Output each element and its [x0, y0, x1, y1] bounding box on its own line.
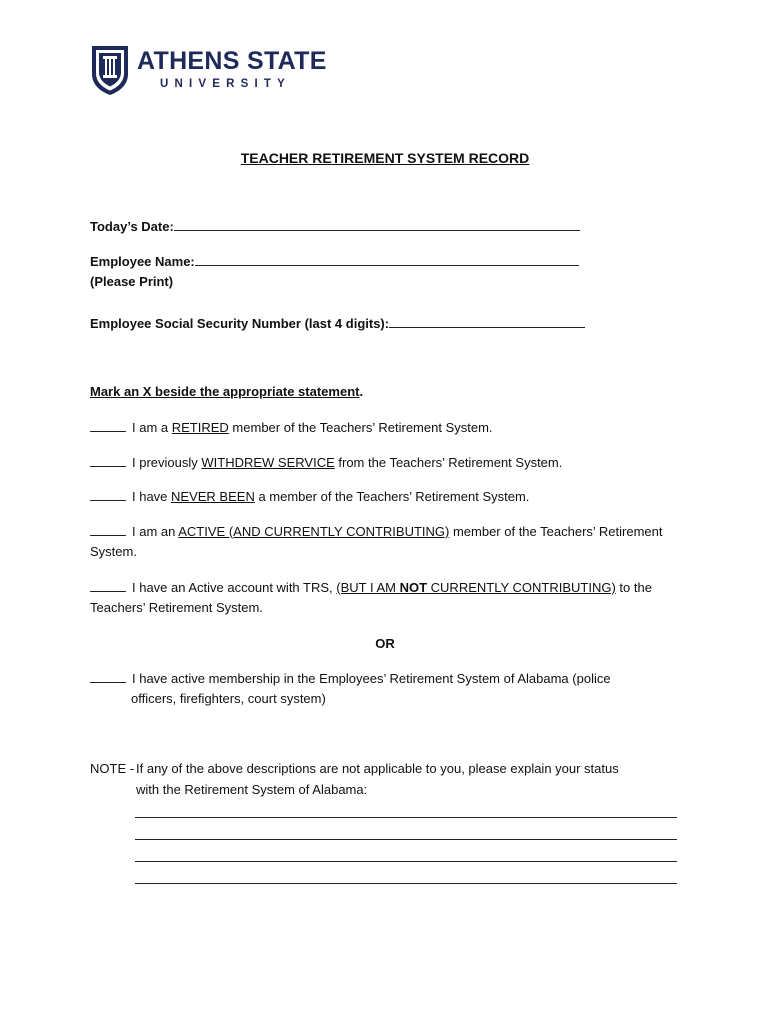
option-withdrew — [90, 454, 562, 470]
option-text: member of the Teachers’ Retirement System. — [228, 420, 493, 435]
option-retired — [90, 419, 493, 435]
university-logo — [90, 44, 327, 96]
logo-subtitle: UNIVERSITY — [160, 78, 292, 90]
note-answer-line[interactable] — [135, 861, 677, 862]
option-emphasis: NEVER BEEN — [171, 489, 255, 504]
name-input-line[interactable] — [195, 253, 579, 266]
option-ers-mark[interactable] — [90, 670, 126, 683]
date-label: Today’s Date: — [90, 219, 174, 234]
option-active-account-continued: Teachers’ Retirement System. — [90, 600, 263, 615]
column-shield-icon — [90, 44, 130, 96]
ssn-field-row — [90, 315, 585, 331]
option-withdrew-mark[interactable] — [90, 454, 126, 467]
instructions — [90, 384, 363, 399]
note-answer-line[interactable] — [135, 817, 677, 818]
option-emphasis: ACTIVE (AND CURRENTLY CONTRIBUTING) — [178, 524, 450, 539]
instructions-text: Mark an X beside the appropriate statement — [90, 384, 360, 399]
instructions-period: . — [359, 384, 364, 399]
option-never-mark[interactable] — [90, 488, 126, 501]
option-text: to the — [615, 580, 652, 595]
option-text: I have — [132, 489, 172, 504]
form-title: TEACHER RETIREMENT SYSTEM RECORD — [240, 150, 530, 166]
option-emphasis: WITHDREW SERVICE — [201, 455, 335, 470]
option-text: member of the Teachers’ Retirement — [449, 524, 663, 539]
option-emphasis-part: (BUT I AM — [336, 580, 400, 595]
option-text: I have active membership in the Employees’ Retirement System of Alabama (police — [132, 671, 611, 686]
name-hint: (Please Print) — [90, 274, 174, 289]
or-separator: OR — [375, 636, 395, 651]
date-field-row — [90, 218, 580, 234]
option-text: I previously — [132, 455, 202, 470]
date-input-line[interactable] — [174, 218, 580, 231]
option-ers-continued: officers, firefighters, court system) — [131, 691, 326, 706]
option-active — [90, 523, 663, 539]
note-label: NOTE - — [90, 761, 135, 776]
option-text: I have an Active account with TRS, — [132, 580, 337, 595]
note-answer-line[interactable] — [135, 839, 677, 840]
option-text: I am an — [132, 524, 179, 539]
option-text: I am a — [132, 420, 172, 435]
ssn-label: Employee Social Security Number (last 4 digits): — [90, 316, 390, 331]
option-emphasis-bold: NOT — [399, 580, 428, 595]
option-never — [90, 488, 529, 504]
option-active-account-mark[interactable] — [90, 579, 126, 592]
logo-name: ATHENS STATE — [137, 47, 327, 75]
name-label: Employee Name: — [90, 254, 195, 269]
note-answer-line[interactable] — [135, 883, 677, 884]
option-text: from the Teachers’ Retirement System. — [334, 455, 563, 470]
option-active-mark[interactable] — [90, 523, 126, 536]
option-active-continued: System. — [90, 544, 137, 559]
option-ers — [90, 670, 611, 686]
option-text: a member of the Teachers’ Retirement System. — [254, 489, 530, 504]
option-active-account — [90, 579, 652, 595]
option-emphasis — [336, 580, 616, 595]
note-text-line1: If any of the above descriptions are not applicable to you, please explain your status — [136, 761, 619, 776]
ssn-input-line[interactable] — [389, 315, 585, 328]
option-retired-mark[interactable] — [90, 419, 126, 432]
option-emphasis-part: CURRENTLY CONTRIBUTING) — [427, 580, 616, 595]
note-text-line2: with the Retirement System of Alabama: — [136, 782, 368, 797]
name-field-row — [90, 253, 579, 269]
option-emphasis: RETIRED — [171, 420, 229, 435]
